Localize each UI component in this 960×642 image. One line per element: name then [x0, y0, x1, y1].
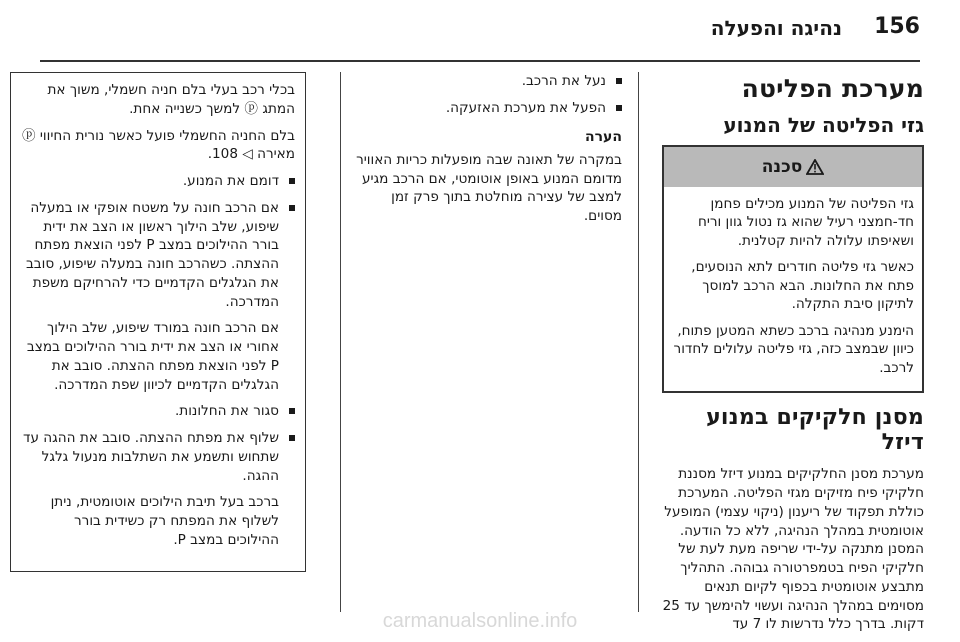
page-header — [0, 14, 960, 54]
header-divider — [40, 60, 920, 62]
warning-title: סכנה — [761, 157, 803, 177]
warning-paragraph: הימנע מנהיגה ברכב כשתא המטען פתוח, כיוון שבמצב כזה, גזי פליטה עלולים לחדור לרכב. — [673, 322, 914, 376]
bullet-icon — [289, 408, 295, 414]
column-divider — [638, 72, 639, 612]
list-item: אם הרכב חונה על משטח אופקי או במעלה שיפוע, שלב הילוך ראשון או הצב את ידית בורר ההילוכים במצב P לפני הוצאת מפתח ההצתה. כשהרכב חונה במעלה שיפוע, סובב את הגלגלים הקדמיים כדי להרחיקם משפת המדרכה. — [21, 199, 295, 312]
bullet-icon — [616, 78, 622, 84]
list-item: דומם את המנוע. — [21, 172, 295, 191]
note-title: הערה — [585, 128, 622, 145]
middle-column — [350, 72, 622, 226]
warning-header — [664, 147, 922, 187]
warning-paragraph: גזי הפליטה של המנוע מכילים פחמן חד-חמצני רעיל שהוא גז נטול גוון וריח ושאיפתו עלולה להיות קטלנית. — [697, 196, 914, 249]
right-column — [662, 72, 924, 634]
subsection-heading: גזי הפליטה של המנוע — [723, 113, 924, 137]
bullet-icon — [289, 205, 295, 211]
bullet-icon — [616, 105, 622, 111]
box-outro: ברכב בעל תיבת הילוכים אוטומטית, ניתן לשלוף את המפתח רק כשידית בורר ההילוכים במצב P. — [50, 494, 279, 548]
warning-paragraph: כאשר גזי פליטה חודרים לתא הנוסעים, פתח את החלונות. הבא הרכב למוסך לתיקון סיבת התקלה. — [691, 259, 914, 313]
bullet-continuation: אם הרכב חונה במורד שיפוע, שלב הילוך אחורי או הצב את ידית בורר ההילוכים במצב P לפני הוצאת מפתח ההצתה. סובב את הגלגלים הקדמיים לכיוון שפת המדרכה. — [26, 320, 279, 393]
list-item: נעל את הרכב. — [350, 72, 622, 91]
box-intro: בכלי רכב בעלי בלם חניה חשמלי, משוך את המתג ⓟ למשך כשנייה אחת. — [47, 82, 295, 117]
watermark: carmanualsonline.info — [382, 610, 578, 632]
section-heading: מערכת הפליטה — [741, 74, 924, 103]
list-item: סגור את החלונות. — [21, 402, 295, 421]
page-title: נהיגה והפעלה — [710, 16, 842, 40]
bullet-icon — [289, 178, 295, 184]
warning-triangle-icon — [806, 159, 824, 175]
column-divider — [340, 72, 341, 612]
list-item: שלוף את מפתח ההצתה. סובב את ההגה עד שתחוש ותשמע את השתלבות מנעול גלגל ההגה. — [21, 429, 295, 485]
bullet-icon — [289, 435, 295, 441]
box-intro-2: בלם החניה החשמלי פועל כאשר נורית החיווי ⓟ מאירה ◁ 108. — [21, 127, 295, 163]
list-item: הפעל את מערכת האזעקה. — [350, 99, 622, 118]
note-text: במקרה של תאונה שבה מופעלות כריות האוויר מדומם המנוע באופן אוטומטי, אם הרכב מגיע למצב של עצירה מוחלטת בתוך פרק זמן מסוים. — [356, 151, 622, 225]
warning-body — [664, 187, 922, 391]
filter-text: מערכת מסנן החלקיקים במנוע דיזל מסננת חלקיקי פיח מזיקים מגזי הפליטה. המערכת כוללת תפקוד של ריענון (ניקוי עצמי) המופעל אוטומטית במהלך הנהיגה, ללא כל הודעה. המסנן מתנקה על-ידי שריפה מעת לעת של חלקיקי הפיח בטמפרטורה גבוהה. התהליך מתבצע אוטומטית בכפוף לקיום תנאים מסוימים במהלך הנהיגה ועשוי להימשך עד 25 דקות. בדרך כלל נדרשות לו 7 עד — [662, 466, 924, 633]
parking-instructions-box — [10, 72, 306, 572]
danger-warning-box — [662, 145, 924, 393]
filter-heading: מסנן חלקיקים במנוע דיזל — [706, 405, 924, 456]
page-number: 156 — [874, 14, 920, 39]
